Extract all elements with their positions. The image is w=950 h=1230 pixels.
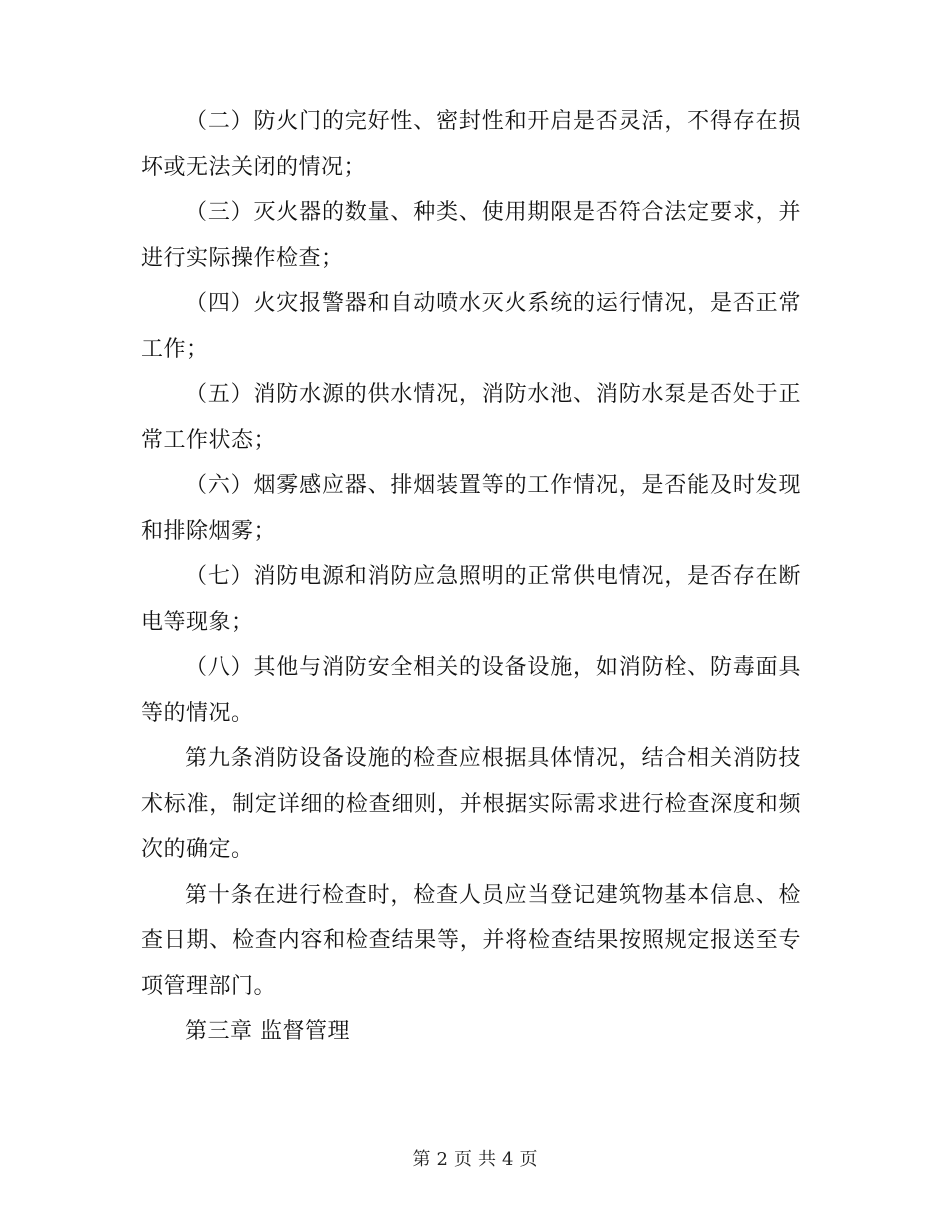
paragraph-item-7: （七）消防电源和消防应急照明的正常供电情况，是否存在断电等现象；	[141, 564, 801, 635]
footer-page-word: 页	[454, 1149, 472, 1170]
article-10: 第十条在进行检查时，检查人员应当登记建筑物基本信息、检查日期、检查内容和检查结果等，并将检查结果按照规定报送至专项管理部门。	[141, 882, 801, 999]
footer-page-suffix: 页	[519, 1149, 538, 1170]
chapter-3-heading: 第三章 监督管理	[185, 1019, 350, 1044]
paragraph-item-2: （二）防火门的完好性、密封性和开启是否灵活，不得存在损坏或无法关闭的情况；	[141, 109, 801, 180]
paragraph-item-3: （三）灭火器的数量、种类、使用期限是否符合法定要求，并进行实际操作检查；	[141, 200, 801, 271]
footer-total-prefix: 共	[478, 1149, 496, 1170]
footer-page-prefix: 第	[412, 1149, 431, 1170]
article-9: 第九条消防设备设施的检查应根据具体情况，结合相关消防技术标准，制定详细的检查细则，并根据实际需求进行检查深度和频次的确定。	[141, 746, 801, 862]
paragraph-item-5: （五）消防水源的供水情况，消防水池、消防水泵是否处于正常工作状态；	[141, 382, 801, 453]
paragraph-item-4: （四）火灾报警器和自动喷水灭火系统的运行情况，是否正常工作；	[141, 291, 801, 362]
paragraph-item-6: （六）烟雾感应器、排烟装置等的工作情况，是否能及时发现和排除烟雾；	[141, 473, 801, 544]
footer-current-page: 2	[436, 1149, 448, 1170]
page-footer	[0, 1145, 950, 1175]
footer-total-pages: 4	[502, 1149, 514, 1170]
paragraph-item-8: （八）其他与消防安全相关的设备设施，如消防栓、防毒面具等的情况。	[141, 655, 801, 726]
document-body	[141, 99, 801, 1055]
